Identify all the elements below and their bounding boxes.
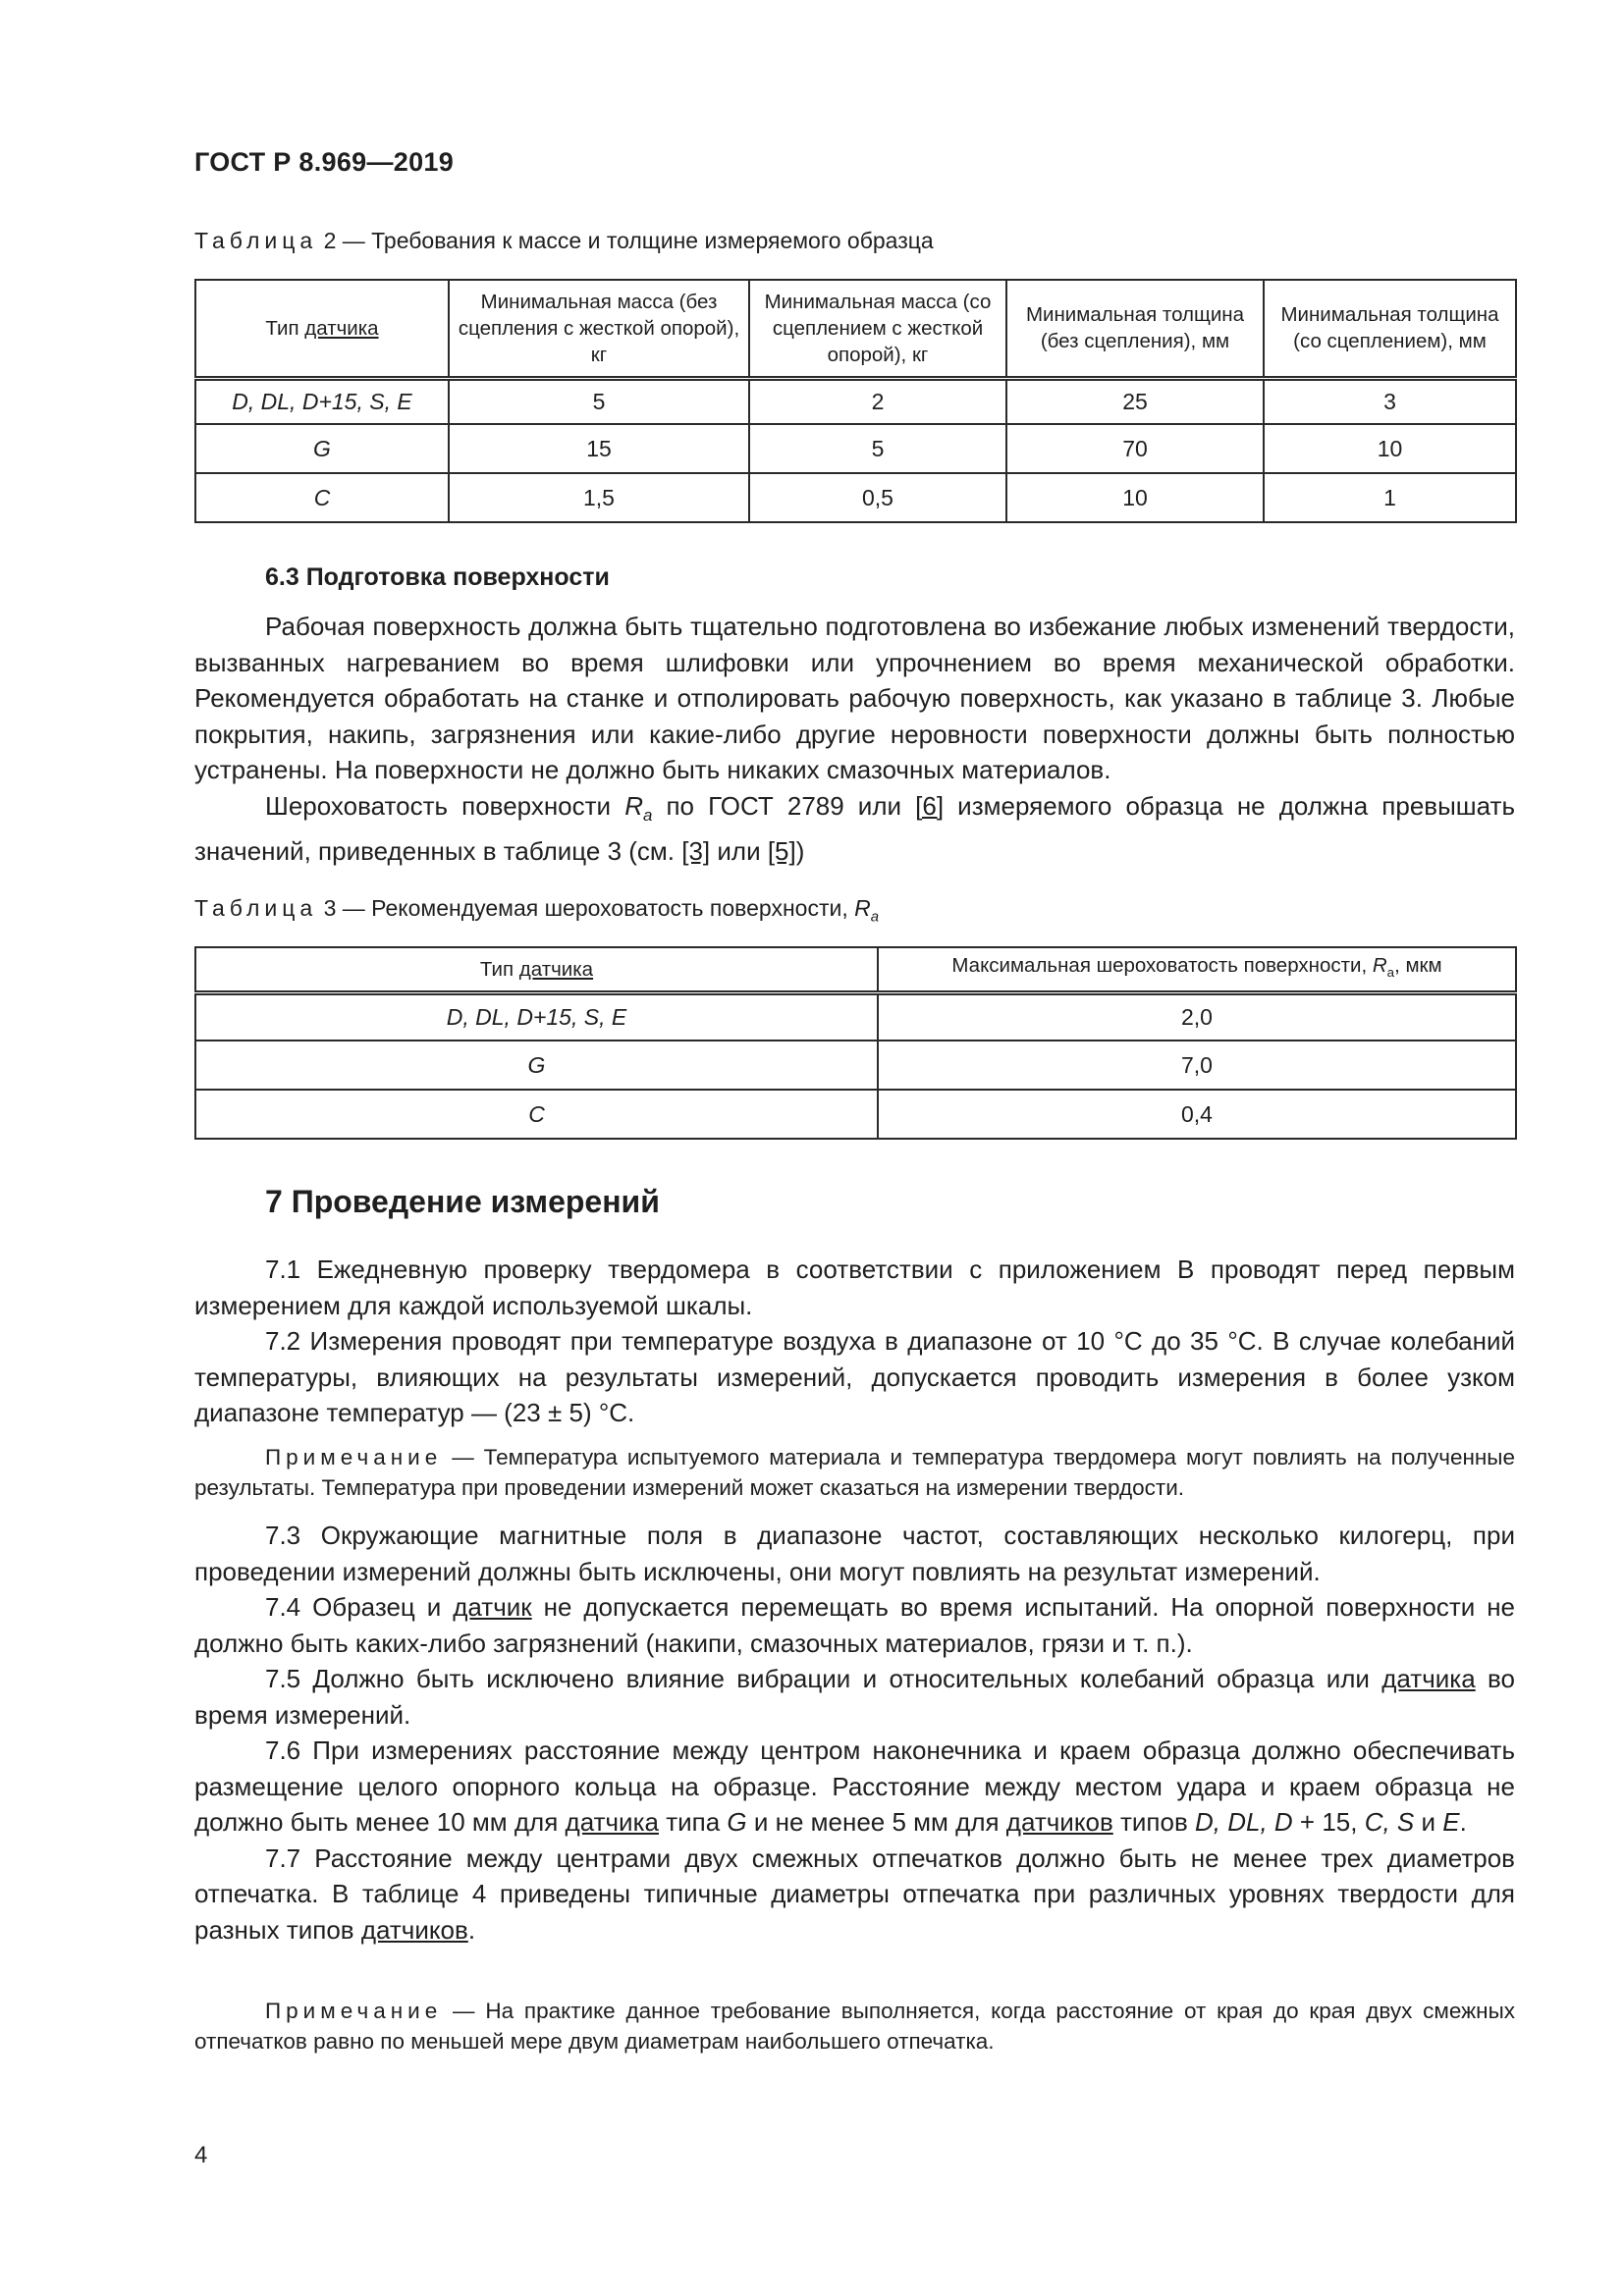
roughness-symbol: R — [1372, 954, 1387, 978]
text-run: во время измерений. — [194, 1664, 1515, 1730]
text-run: измеряемого образца не должна превышать значений, приведенных в таблице 3 (см. — [194, 790, 1515, 867]
section-6-3-title: 6.3 Подготовка поверхности — [265, 563, 610, 591]
sensor-types: D, DL, D — [1195, 1807, 1293, 1837]
table-row — [195, 473, 1516, 522]
page-number: 4 — [194, 2142, 208, 2168]
table2-header-min-thickness-bonded: Минимальная толщина (со сцеплением), мм — [1264, 280, 1516, 378]
text-run: Шероховатость поверхности — [265, 790, 625, 821]
table-cell: 2,0 — [878, 992, 1516, 1041]
table2 — [194, 279, 1517, 523]
text-run: и — [1414, 1807, 1443, 1837]
sensor-type: E — [1442, 1807, 1460, 1837]
header-text: , мкм — [1394, 954, 1442, 978]
note-label: Примечание — [265, 1999, 443, 2023]
note-label: Примечание — [265, 1445, 443, 1469]
table3-caption-prefix: Таблица — [194, 895, 318, 921]
sensors-link[interactable]: датчиков — [1005, 1807, 1113, 1837]
text-run: не допускается перемещать во время испытаний. На опорной поверхности не должно быть каких-либо загрязнений (накипи, смазочных материалов, грязи и т. п.). — [194, 1592, 1516, 1658]
table-cell: 10 — [1006, 473, 1264, 522]
sensors-link[interactable]: датчиков — [360, 1914, 468, 1945]
table-cell-type: D, DL, D+15, S, E — [195, 378, 449, 424]
text-run: 7.4 Образец и — [265, 1592, 454, 1622]
table-cell-type: G — [195, 1041, 878, 1090]
text-run: 7.6 При измерениях расстояние между центром наконечника и краем образца должно обеспечивать размещение целого опорного кольца на образце. Расстояние между местом удара и краем образца не должно быть менее 10 мм для — [194, 1735, 1515, 1837]
table-cell: 70 — [1006, 424, 1264, 473]
reference-link-6[interactable]: [6] — [915, 790, 945, 821]
table3-header-sensor-type — [195, 947, 878, 992]
text-run: . — [467, 1914, 476, 1945]
sensor-link[interactable]: датчика — [1381, 1664, 1476, 1693]
table2-caption — [194, 228, 934, 254]
table-cell-type: C — [195, 473, 449, 522]
paragraph-7-3: 7.3 Окружающие магнитные поля в диапазоне частот, составляющих несколько килогерц, при проведении измерений должны быть исключены, они могут повлиять на результат измерений. — [194, 1521, 1515, 1586]
table2-header-min-mass-bonded: Минимальная масса (со сцеплением с жесткой опорой), кг — [749, 280, 1006, 378]
table3-header-row — [195, 947, 1516, 992]
chapter-7-title: 7 Проведение измерений — [265, 1184, 660, 1219]
table2-caption-prefix: Таблица — [194, 228, 318, 253]
paragraph-7-7 — [194, 1841, 1515, 1949]
text-run: 7.5 Должно быть исключено влияние вибрации и относительных колебаний образца или — [265, 1664, 1382, 1693]
table-cell: 25 — [1006, 378, 1264, 424]
table-cell: 15 — [449, 424, 749, 473]
table-row — [195, 992, 1516, 1041]
document-code-header: ГОСТ Р 8.969—2019 — [194, 147, 455, 177]
table2-header-sensor-type — [195, 280, 449, 378]
table3-header-max-roughness — [878, 947, 1516, 992]
header-text: Тип — [479, 957, 519, 981]
header-text: Максимальная шероховатость поверхности, — [951, 954, 1373, 978]
paragraph: Рабочая поверхность должна быть тщательно подготовлена во избежание любых изменений твердости, вызванных нагреванием во время шлифовки или упрочнением во время механической обработки. Рекомендуется обработать на станке и отполировать рабочую поверхность, как указано в таблице 3. Любые покрытия, накипь, загрязнения или какие-либо другие неровности поверхности должны быть полностью устранены. На поверхности не должно быть никаких смазочных материалов. — [194, 612, 1515, 784]
table-row — [195, 1041, 1516, 1090]
sensor-link[interactable]: датчика — [304, 316, 379, 340]
table-cell: 0,4 — [878, 1090, 1516, 1139]
text-run: типа — [658, 1807, 728, 1837]
table-cell-type: D, DL, D+15, S, E — [195, 992, 878, 1041]
reference-link-5[interactable]: [5] — [767, 836, 796, 867]
text-run: + 15, — [1292, 1807, 1365, 1837]
table-cell-type: C — [195, 1090, 878, 1139]
table-cell: 5 — [449, 378, 749, 424]
table2-header-min-mass-unbonded: Минимальная масса (без сцепления с жесткой опорой), кг — [449, 280, 749, 378]
table-cell: 0,5 — [749, 473, 1006, 522]
text-run: 7.7 Расстояние между центрами двух смежных отпечатков должно быть не менее трех диаметров отпечатка. В таблице 4 приведены типичные диаметры отпечатка при различных уровнях твердости для разных типов — [194, 1842, 1515, 1945]
roughness-subscript: a — [1386, 965, 1395, 981]
paragraph — [194, 788, 1515, 870]
text-run: и не менее 5 мм для — [746, 1807, 1006, 1837]
paragraph-7-4 — [194, 1589, 1515, 1661]
text-run: . — [1459, 1807, 1467, 1837]
text-run: ) — [795, 836, 805, 867]
paragraph-7-6 — [194, 1733, 1515, 1841]
sensor-type: G — [727, 1807, 747, 1837]
paragraph-7-2: 7.2 Измерения проводят при температуре воздуха в диапазоне от 10 °С до 35 °С. В случае колебаний температуры, влияющих на результаты измерений, допускается проводить измерения в более узком диапазоне температур — (23 ± 5) °С. — [194, 1326, 1515, 1427]
section-6-3-body — [194, 609, 1515, 870]
table-cell: 3 — [1264, 378, 1516, 424]
paragraph-7-5 — [194, 1661, 1515, 1733]
table3 — [194, 946, 1517, 1140]
table2-header-min-thickness-unbonded: Минимальная толщина (без сцепления), мм — [1006, 280, 1264, 378]
table-cell: 2 — [749, 378, 1006, 424]
note-text: — На практике данное требование выполняется, когда расстояние от края до края двух смежных отпечатков равно по меньшей мере двум диаметрам наибольшего отпечатка. — [194, 1999, 1515, 2054]
sensor-link[interactable]: датчика — [518, 957, 594, 981]
text-run: типов — [1112, 1807, 1196, 1837]
sensor-link[interactable]: датчик — [453, 1592, 532, 1622]
text-run: или — [710, 836, 768, 867]
table-cell: 1 — [1264, 473, 1516, 522]
chapter-7-body-part2 — [194, 1518, 1515, 1948]
sensor-types: C, S — [1364, 1807, 1415, 1837]
table2-header-row — [195, 280, 1516, 378]
sensor-link[interactable]: датчика — [565, 1807, 659, 1837]
note-text: — Температура испытуемого материала и температура твердомера могут повлиять на полученные результаты. Температура при проведении измерений может сказаться на измерении твердости. — [194, 1445, 1515, 1500]
reference-link-3[interactable]: [3] — [681, 836, 711, 867]
chapter-7-body-part1 — [194, 1252, 1515, 1431]
paragraph-7-1: 7.1 Ежедневную проверку твердомера в соответствии с приложением В проводят перед первым измерением для каждой используемой шкалы. — [194, 1255, 1515, 1320]
table-cell: 1,5 — [449, 473, 749, 522]
roughness-subscript: a — [870, 908, 880, 926]
header-text: Тип — [265, 316, 305, 340]
table3-caption — [194, 895, 879, 926]
table-row — [195, 378, 1516, 424]
table-row — [195, 424, 1516, 473]
table-cell: 7,0 — [878, 1041, 1516, 1090]
table2-caption-text: 2 — Требования к массе и толщине измеряемого образца — [317, 228, 934, 253]
roughness-subscript: a — [642, 805, 653, 825]
table-row — [195, 1090, 1516, 1139]
table-cell-type: G — [195, 424, 449, 473]
note-1 — [194, 1442, 1515, 1503]
roughness-symbol: R — [854, 895, 871, 921]
table-cell: 5 — [749, 424, 1006, 473]
roughness-symbol: R — [624, 790, 643, 821]
table3-caption-text: 3 — Рекомендуемая шероховатость поверхности, — [317, 895, 855, 921]
text-run: по ГОСТ 2789 или — [652, 790, 916, 821]
note-2 — [194, 1996, 1515, 2056]
table-cell: 10 — [1264, 424, 1516, 473]
